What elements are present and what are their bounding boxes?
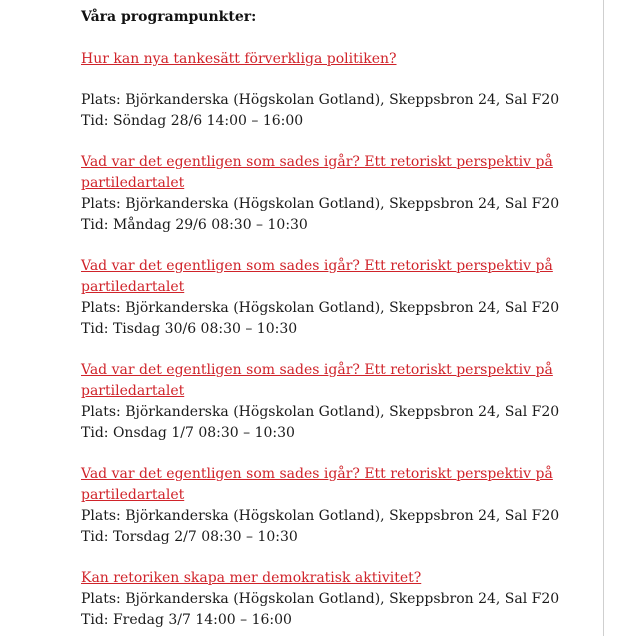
event-title-link[interactable]: Hur kan nya tankesätt förverkliga politiken? xyxy=(81,51,397,67)
event-title-wrap xyxy=(81,256,603,298)
event-place: Plats: Björkanderska (Högskolan Gotland), Skeppsbron 24, Sal F20 xyxy=(81,404,560,420)
event-title-wrap xyxy=(81,464,603,506)
event-item xyxy=(81,256,603,340)
event-time: Tid: Måndag 29/6 08:30 – 10:30 xyxy=(81,217,308,233)
event-place: Plats: Björkanderska (Högskolan Gotland), Skeppsbron 24, Sal F20 xyxy=(81,508,560,524)
event-title-link[interactable]: Vad var det egentligen som sades igår? Ett retoriskt perspektiv på partiledartalet xyxy=(81,154,553,191)
event-item xyxy=(81,360,603,444)
event-title-wrap xyxy=(81,360,603,402)
event-item xyxy=(81,152,603,236)
event-title-link[interactable]: Kan retoriken skapa mer demokratisk aktivitet? xyxy=(81,570,422,586)
event-place: Plats: Björkanderska (Högskolan Gotland), Skeppsbron 24, Sal F20 xyxy=(81,591,560,607)
event-time: Tid: Onsdag 1/7 08:30 – 10:30 xyxy=(81,425,295,441)
event-title-wrap xyxy=(81,152,603,194)
event-title-link[interactable]: Vad var det egentligen som sades igår? Ett retoriskt perspektiv på partiledartalet xyxy=(81,362,553,399)
event-time: Tid: Söndag 28/6 14:00 – 16:00 xyxy=(81,113,304,129)
section-heading: Våra programpunkter: xyxy=(81,9,257,25)
event-place: Plats: Björkanderska (Högskolan Gotland), Skeppsbron 24, Sal F20 xyxy=(81,196,560,212)
event-place: Plats: Björkanderska (Högskolan Gotland), Skeppsbron 24, Sal F20 xyxy=(81,300,560,316)
event-title-wrap xyxy=(81,568,603,589)
event-place: Plats: Björkanderska (Högskolan Gotland), Skeppsbron 24, Sal F20 xyxy=(81,92,560,108)
event-item xyxy=(81,568,603,631)
event-time: Tid: Fredag 3/7 14:00 – 16:00 xyxy=(81,612,292,628)
event-item xyxy=(81,49,603,132)
event-title-wrap xyxy=(81,49,603,70)
event-time: Tid: Tisdag 30/6 08:30 – 10:30 xyxy=(81,321,298,337)
event-title-link[interactable]: Vad var det egentligen som sades igår? Ett retoriskt perspektiv på partiledartalet xyxy=(81,258,553,295)
event-item xyxy=(81,464,603,548)
right-divider xyxy=(603,0,604,636)
event-spacer xyxy=(81,70,603,90)
event-title-link[interactable]: Vad var det egentligen som sades igår? Ett retoriskt perspektiv på partiledartalet xyxy=(81,466,553,503)
event-time: Tid: Torsdag 2/7 08:30 – 10:30 xyxy=(81,529,298,545)
event-list xyxy=(81,49,603,631)
